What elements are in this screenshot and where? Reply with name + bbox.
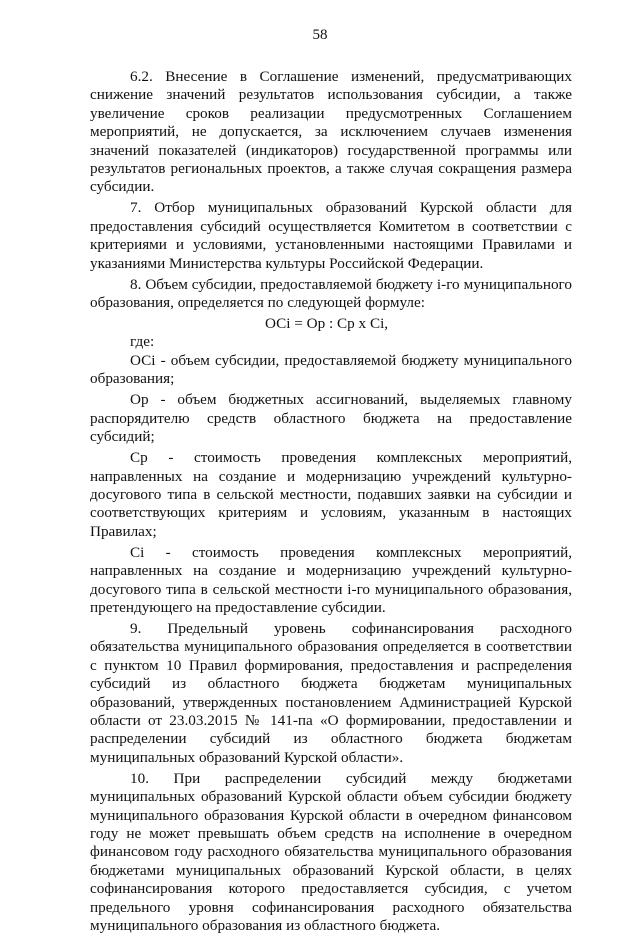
paragraph-8: 8. Объем субсидии, предоставляемой бюджету i-го муниципального образования, определяется по следующей формуле: xyxy=(90,275,572,312)
paragraph-6-2: 6.2. Внесение в Соглашение изменений, предусматривающих снижение значений результатов использования субсидии, а также увеличение сроков реализации предусмотренных Соглашением мероприятий, не допускается, за исключением случаев изменения значений показателей (индикаторов) государственной программы или результатов региональных проектов, а также случая сокращения размера субсидии. xyxy=(90,68,572,196)
document-body xyxy=(90,68,572,938)
paragraph-10: 10. При распределении субсидий между бюджетами муниципальных образований Курской области объем субсидии бюджету муниципального образования Курской области в очередном финансовом году не может превышать объем средств на исполнение в очередном финансовом году расходного обязательства муниципального образования бюджетами муниципальных образований Курской области, в целях софинансирования которого предоставляется субсидия, с учетом предельного уровня софинансирования расходного обязательства муниципального образования из областного бюджета. xyxy=(90,769,572,935)
definition-cp: Ср - стоимость проведения комплексных мероприятий, направленных на создание и модернизацию учреждений культурно-досугового типа в сельской местности, подавших заявки на субсидии и соответствующих критериям и условиям, указанным в настоящих Правилах; xyxy=(90,449,572,540)
definition-osi: ОСi - объем субсидии, предоставляемой бюджету муниципального образования; xyxy=(90,351,572,388)
page-number: 58 xyxy=(312,27,328,43)
paragraph-7: 7. Отбор муниципальных образований Курской области для предоставления субсидий осуществляется Комитетом в соответствии с критериями и условиями, установленными настоящими Правилами и указаниями Министерства культуры Российской Федерации. xyxy=(90,199,572,272)
definition-ci: Сi - стоимость проведения комплексных мероприятий, направленных на создание и модернизацию учреждений культурно-досугового типа в сельской местности i-го муниципального образования, претендующего на предоставление субсидии. xyxy=(90,543,572,616)
definition-op: Ор - объем бюджетных ассигнований, выделяемых главному распорядителю средств областного бюджета на предоставление субсидий; xyxy=(90,391,572,446)
subsidy-formula: ОСi = Ор : Ср х Сi, xyxy=(265,315,389,333)
paragraph-9: 9. Предельный уровень софинансирования расходного обязательства муниципального образования определяется в соответствии с пунктом 10 Правил формирования, предоставления и распределения субсидий из областного бюджета бюджетам муниципальных образований, утвержденных постановлением Администрацией Курской области от 23.03.2015 № 141-па «О формировании, предоставлении и распределении субсидий из областного бюджета бюджетам муниципальных образований Курской области». xyxy=(90,619,572,766)
where-label: где: xyxy=(130,333,155,351)
